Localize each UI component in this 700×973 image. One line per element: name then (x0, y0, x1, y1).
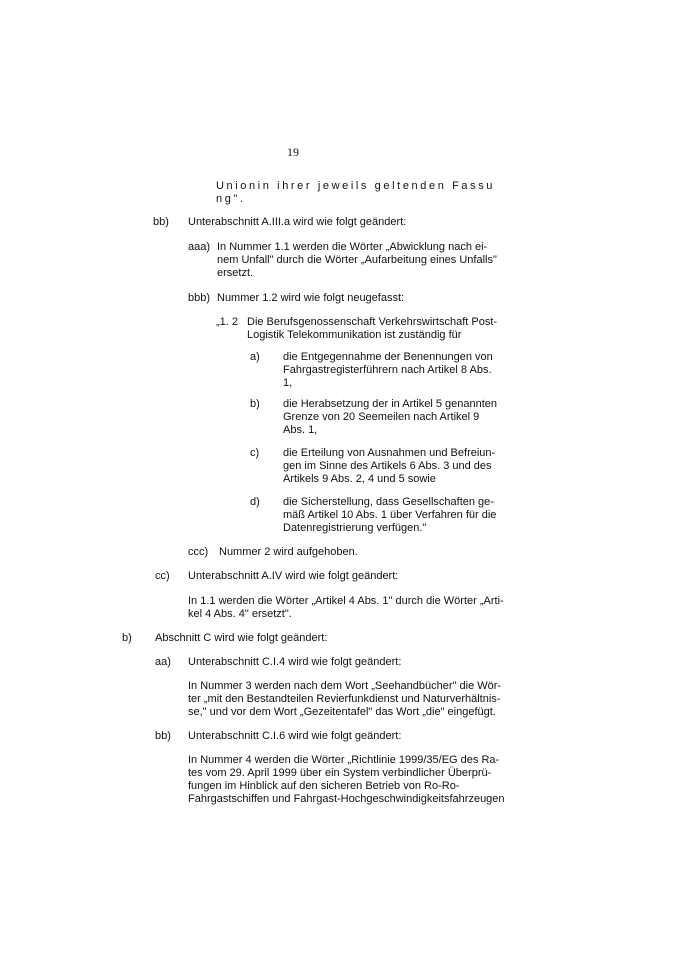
aaa-line-2: nem Unfall" durch die Wörter „Aufarbeitung eines Unfalls" (217, 254, 497, 266)
item-label-aa: aa) (155, 656, 171, 668)
sub-d-line-2: mäß Artikel 10 Abs. 1 über Verfahren für die (283, 509, 497, 521)
item-label-b: b) (122, 632, 132, 644)
aaa-line-1: In Nummer 1.1 werden die Wörter „Abwicklung nach ei- (217, 241, 488, 253)
bb-c-line-4: Fahrgastschiffen und Fahrgast-Hochgeschwindigkeitsfahrzeugen (188, 793, 505, 805)
sub-b-line-1: die Herabsetzung der in Artikel 5 genannten (283, 398, 498, 410)
sub-label-b: b) (250, 398, 260, 410)
intro-line-1: Unionin ihrer jeweils geltenden Fassu (216, 180, 496, 192)
sub-label-a: a) (250, 351, 260, 363)
sub-b-line-3: Abs. 1, (283, 424, 318, 436)
item-text-b: Abschnitt C wird wie folgt geändert: (155, 632, 328, 644)
item-label-aaa: aaa) (188, 241, 211, 253)
sub-d-line-3: Datenregistrierung verfügen." (283, 522, 427, 534)
item-label-bb-c: bb) (155, 730, 171, 742)
aa-line-3: se," und vor dem Wort „Gezeitentafel" das Wort „die" eingefügt. (188, 706, 496, 718)
bb-c-line-1: In Nummer 4 werden die Wörter „Richtlinie 1999/35/EG des Ra- (188, 754, 500, 766)
sub-c-line-3: Artikels 9 Abs. 2, 4 und 5 sowie (283, 473, 436, 485)
page-number: 19 (287, 145, 299, 159)
bb-c-line-2: tes vom 29. April 1999 über ein System verbindlicher Überprü- (188, 767, 492, 779)
item-text-bb: Unterabschnitt A.III.a wird wie folgt geändert: (188, 216, 407, 228)
sub-label-c: c) (250, 447, 260, 459)
item-text-bb-c: Unterabschnitt C.I.6 wird wie folgt geändert: (188, 730, 402, 742)
item-label-bb: bb) (153, 216, 169, 228)
sub-a-line-1: die Entgegennahme der Benennungen von (283, 351, 493, 363)
intro-line-2: ng". (216, 193, 246, 205)
sub-a-line-2: Fahrgastregisterführern nach Artikel 8 Abs. (283, 364, 492, 376)
sub-c-line-1: die Erteilung von Ausnahmen und Befreiun- (283, 447, 496, 459)
quote-line-1: Die Berufsgenossenschaft Verkehrswirtschaft Post- (247, 316, 498, 328)
item-text-bbb: Nummer 1.2 wird wie folgt neugefasst: (217, 292, 405, 304)
cc-line-1: In 1.1 werden die Wörter „Artikel 4 Abs. 1" durch die Wörter „Arti- (188, 595, 504, 607)
item-label-bbb: bbb) (188, 292, 211, 304)
sub-b-line-2: Grenze von 20 Seemeilen nach Artikel 9 (283, 411, 480, 423)
cc-line-2: kel 4 Abs. 4" ersetzt". (188, 608, 292, 620)
sub-a-line-3: 1, (283, 377, 293, 389)
item-text-aa: Unterabschnitt C.I.4 wird wie folgt geändert: (188, 656, 402, 668)
item-label-ccc: ccc) (188, 546, 209, 558)
item-text-ccc: Nummer 2 wird aufgehoben. (219, 546, 358, 558)
sub-c-line-2: gen im Sinne des Artikels 6 Abs. 3 und des (283, 460, 492, 472)
sub-d-line-1: die Sicherstellung, dass Gesellschaften ge- (283, 496, 494, 508)
item-text-cc: Unterabschnitt A.IV wird wie folgt geändert: (188, 570, 399, 582)
aaa-line-3: ersetzt. (217, 267, 254, 279)
quote-line-2: Logistik Telekommunikation ist zuständig für (247, 329, 462, 341)
item-label-cc: cc) (155, 570, 170, 582)
sub-label-d: d) (250, 496, 260, 508)
quote-label: „1. 2 (216, 316, 239, 328)
aa-line-2: ter „mit den Bestandteilen Revierfunkdienst und Naturverhältnis- (188, 693, 501, 705)
aa-line-1: In Nummer 3 werden nach dem Wort „Seehandbücher" die Wör- (188, 680, 502, 692)
bb-c-line-3: fungen im Hinblick auf den sicheren Betrieb von Ro-Ro- (188, 780, 460, 792)
